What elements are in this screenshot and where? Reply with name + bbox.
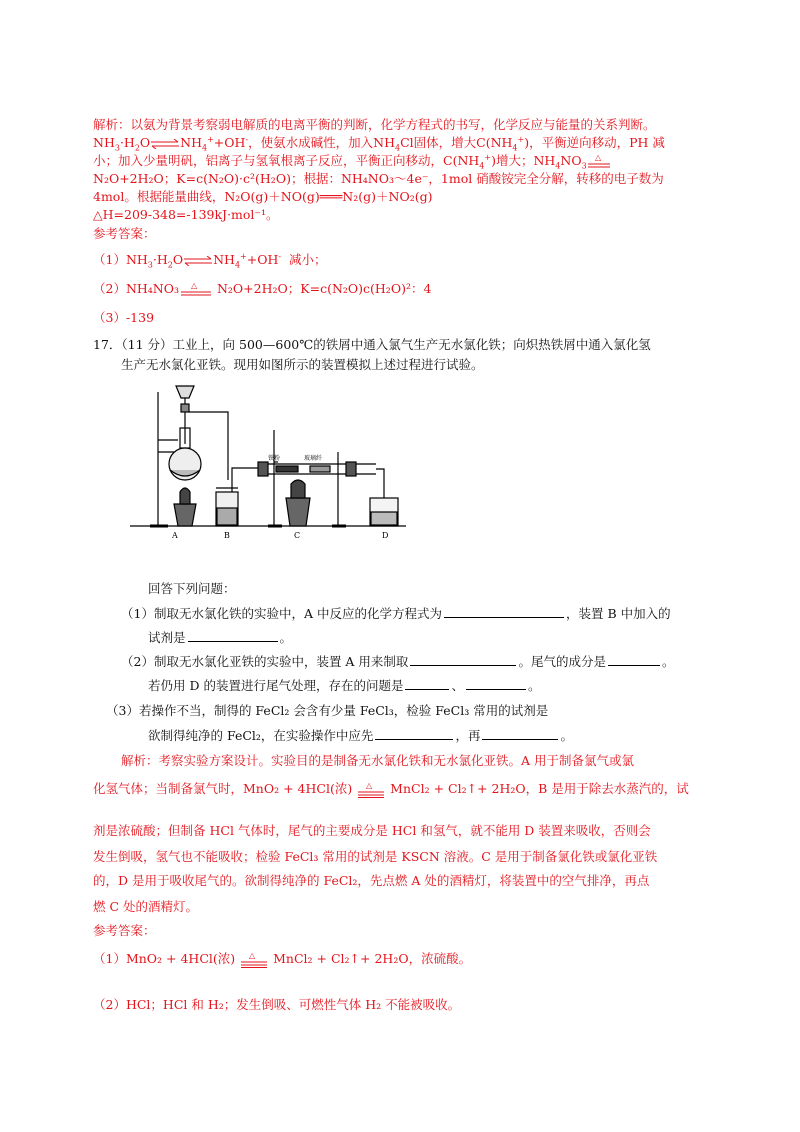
answer-blank[interactable] <box>188 628 278 642</box>
question17-part2: （2）制取无水氯化亚铁的实验中，装置 A 用来制取 。尾气的成分是 。 <box>121 654 675 669</box>
svg-text:△: △ <box>249 951 256 960</box>
analysis16-line3: 小；加入少量明矾，铝离子与氢氧根离子反应，平衡正向移动，$C(NH_4^+)$增大；$NH_4NO_3$ △ <box>93 152 611 170</box>
analysis16-line2: $NH_3\cdot H_2O$ $NH_4^++OH^-$，使氨水成碱性，加入$NH_4Cl$固体，增大$C(NH_4^+)$，平衡逆向移动，PH 减 <box>93 134 665 153</box>
analysis16-line5: 4mol。根据能量曲线，N₂O(g)＋NO(g)═══N₂(g)＋NO₂(g) <box>93 189 433 204</box>
equilibrium-arrow-icon <box>183 256 213 266</box>
svg-text:△: △ <box>191 281 198 290</box>
analysis17-line3: 剂是浓硫酸；但制备 HCl 气体时，尾气的主要成分是 HCl 和氢气，就不能用 D 装置来吸收，否则会 <box>93 823 651 838</box>
answer-blank[interactable] <box>466 676 526 690</box>
analysis17-line5: 的，D 是用于吸收尾气的。欲制得纯净的 FeCl₂，先点燃 A 处的酒精灯，将装置中的空气排净，再点 <box>93 873 650 888</box>
tube-label-glass-fiber: 玻璃纤 <box>304 455 323 462</box>
answer-blank[interactable] <box>405 676 449 690</box>
answer16-3: （3）-139 <box>93 310 155 325</box>
analysis16-line4: N₂O+2H₂O；K=c(N₂O)·c²(H₂O)；根据：NH₄NO₃～4e⁻，1mol 硝酸铵完全分解，转移的电子数为 <box>93 171 664 186</box>
answer-blank[interactable] <box>444 604 564 618</box>
answer16-1: $(1)NH_3\cdot H_2O$ $NH_4^++OH^-$ 减小； <box>93 251 327 270</box>
figure-label-a: A <box>172 531 178 540</box>
answer-blank[interactable] <box>375 726 453 740</box>
reference-answer-label: 参考答案： <box>93 226 156 241</box>
heat-arrow-icon <box>179 282 213 298</box>
question17-part2b: 若仍用 D 的装置进行尾气处理，存在的问题是 、 。 <box>148 678 541 693</box>
answer-blank[interactable] <box>482 726 558 740</box>
question17-prompt: 回答下列问题： <box>148 581 236 596</box>
answer17-1: （1）MnO₂ + 4HCl(浓) △ MnCl₂ + Cl₂↑+ 2H₂O，浓硫酸。 <box>93 951 472 966</box>
tube-label-iron: 铁粉 <box>268 455 281 462</box>
svg-text:△: △ <box>366 781 373 790</box>
question17-part1b: 试剂是 。 <box>148 630 293 645</box>
reference-answer-label-17: 参考答案： <box>93 923 156 938</box>
answer-blank[interactable] <box>410 652 516 666</box>
figure-label-b: B <box>224 531 230 540</box>
svg-text:△: △ <box>594 153 601 162</box>
question17-part1: （1）制取无水氯化铁的实验中，A 中反应的化学方程式为 ，装置 B 中加入的 <box>121 606 671 621</box>
analysis16-line1: 解析：以氨为背景考察弱电解质的电离平衡的判断，化学方程式的书写，化学反应与能量的关系判断。 <box>93 117 656 132</box>
heat-arrow-icon <box>239 952 269 968</box>
question17-part3: （3）若操作不当，制得的 FeCl₂ 会含有少量 FeCl₃，检验 FeCl₃ 常用的试剂是 <box>106 703 549 718</box>
answer16-2: （2）NH₄NO₃ △ N₂O+2H₂O；K=c(N₂O)c(H₂O)²：4 <box>93 281 432 296</box>
question17-line1: 17．（11 分）工业上，向 500—600℃的铁屑中通入氯气生产无水氯化铁；向炽热铁屑中通入氯化氢 <box>93 337 651 352</box>
analysis16-line6: △H=209-348=-139kJ·mol⁻¹。 <box>93 207 279 222</box>
question17-line2: 生产无水氯化亚铁。现用如图所示的装置模拟上述过程进行试验。 <box>121 357 484 372</box>
analysis17-line1: 解析：考察实验方案设计。实验目的是制备无水氯化铁和无水氯化亚铁。A 用于制备氯气或氯 <box>121 753 635 768</box>
apparatus-figure <box>128 380 408 540</box>
question17-part3b: 欲制得纯净的 FeCl₂，在实验操作中应先 ，再 。 <box>148 728 573 743</box>
analysis17-line6: 燃 C 处的酒精灯。 <box>93 899 199 914</box>
analysis17-line4: 发生倒吸，氢气也不能吸收；检验 FeCl₃ 常用的试剂是 KSCN 溶液。C 是用于制备氯化铁或氯化亚铁 <box>93 849 658 864</box>
figure-label-d: D <box>382 531 389 540</box>
answer-blank[interactable] <box>608 652 660 666</box>
equilibrium-arrow-icon <box>150 139 180 149</box>
heat-arrow-icon <box>587 154 611 170</box>
heat-arrow-icon <box>356 782 386 798</box>
analysis17-line2: 化氢气体；当制备氯气时，MnO₂ + 4HCl(浓) △ MnCl₂ + Cl₂↑+ 2H₂O，B 是用于除去水蒸汽的，试 <box>93 781 689 796</box>
answer17-2: （2）HCl；HCl 和 H₂；发生倒吸、可燃性气体 H₂ 不能被吸收。 <box>93 997 461 1012</box>
figure-label-c: C <box>294 531 301 540</box>
